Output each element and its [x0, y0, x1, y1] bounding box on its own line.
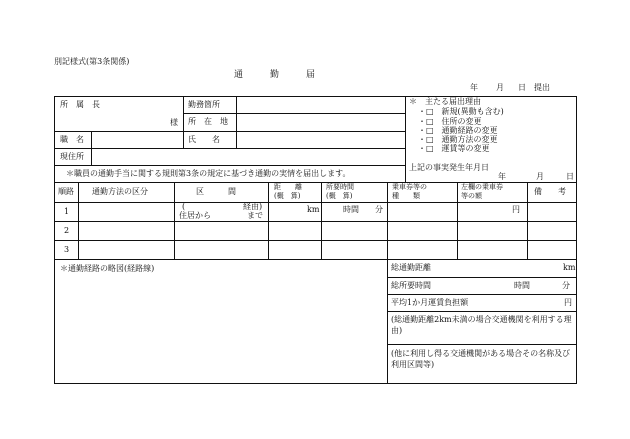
- to-label: まで: [247, 211, 263, 220]
- via-open-paren: (: [182, 202, 186, 211]
- avg-fare-label: 平均1か月運賃負担額: [391, 298, 469, 307]
- declaration-text: ＊職員の通勤手当に関する規則第3条の規定に基づき通勤の実情を届出します。: [66, 169, 351, 178]
- occurrence-month-label: 月: [536, 172, 544, 181]
- row-number: 2: [64, 226, 70, 235]
- reason-option-method[interactable]: ・□ 通勤方法の変更: [418, 135, 498, 144]
- minute-unit: 分: [375, 205, 383, 214]
- sama-honorific: 様: [170, 118, 178, 127]
- km-unit: km: [307, 205, 320, 214]
- affiliation-head-label: 所 属 長: [60, 100, 100, 109]
- address-field[interactable]: [237, 114, 404, 130]
- route-map-area[interactable]: [55, 278, 386, 382]
- total-distance-label: 総通勤距離: [391, 263, 431, 272]
- total-time-label: 総所要時間: [391, 281, 431, 290]
- from-home-label: 住居から: [179, 211, 211, 220]
- name-field[interactable]: [237, 132, 404, 147]
- occurrence-day-label: 日: [566, 172, 574, 181]
- date-year-label: 年: [470, 83, 478, 92]
- col-header-time-sub: (概 算): [326, 192, 353, 200]
- submit-label: 提出: [534, 83, 550, 92]
- yen-unit: 円: [512, 205, 520, 214]
- short-distance-reason-note: (総通勤距離2km未満の場合交通機関を利用する理由): [391, 315, 572, 335]
- address-label: 所 在 地: [188, 117, 228, 126]
- occurrence-year-label: 年: [498, 172, 506, 181]
- row-number: 3: [64, 245, 70, 254]
- avg-fare-yen: 円: [564, 298, 572, 307]
- form-reference: 別記様式(第3条関係): [54, 57, 130, 66]
- total-distance-km: km: [563, 263, 576, 272]
- col-header-ticket: 乗車券等の: [392, 183, 427, 191]
- date-month-label: 月: [496, 83, 504, 92]
- col-header-route-no: 順路: [58, 187, 74, 196]
- position-label: 職 名: [60, 135, 84, 144]
- total-time-minute: 分: [562, 281, 570, 290]
- alternative-transport-note: (他に利用し得る交通機関がある場合その名称及び利用区間等): [391, 349, 571, 369]
- col-header-remarks: 備 考: [534, 187, 566, 196]
- date-day-label: 日: [518, 83, 526, 92]
- col-header-distance-sub: (概 算): [274, 192, 301, 200]
- col-header-ticket-sub: 種 類: [392, 192, 420, 200]
- reason-option-new[interactable]: ・□ 新規(異動も含む): [418, 107, 504, 116]
- position-field[interactable]: [92, 132, 182, 147]
- via-label: 経由): [243, 202, 263, 211]
- occurrence-date-label: 上記の事実発生年月日: [409, 163, 489, 172]
- reason-option-fare[interactable]: ・□ 運賃等の変更: [418, 144, 490, 153]
- reason-title: ＊ 主たる届出理由: [409, 97, 481, 106]
- name-label: 氏 名: [188, 135, 220, 144]
- col-header-fare: 左欄の乗車券: [461, 183, 503, 191]
- workplace-label: 勤務箇所: [188, 100, 220, 109]
- residence-label: 現住所: [60, 152, 84, 161]
- col-header-distance: 距 離: [274, 183, 302, 191]
- col-header-method: 通勤方法の区分: [92, 187, 148, 196]
- page-title: 通 勤 届: [234, 70, 316, 80]
- reason-option-address[interactable]: ・□ 住所の変更: [418, 117, 482, 126]
- col-header-section: 区 間: [196, 187, 236, 196]
- row-number: 1: [64, 207, 70, 216]
- workplace-field[interactable]: [237, 97, 404, 112]
- total-time-hour: 時間: [514, 281, 530, 290]
- col-header-time: 所要時間: [326, 183, 354, 191]
- residence-field[interactable]: [92, 149, 404, 164]
- col-header-fare-sub: 等の額: [461, 192, 482, 200]
- route-map-label: ＊通勤経路の略図(経路線): [60, 264, 155, 273]
- reason-option-route[interactable]: ・□ 通勤経路の変更: [418, 126, 498, 135]
- hour-unit: 時間: [343, 205, 359, 214]
